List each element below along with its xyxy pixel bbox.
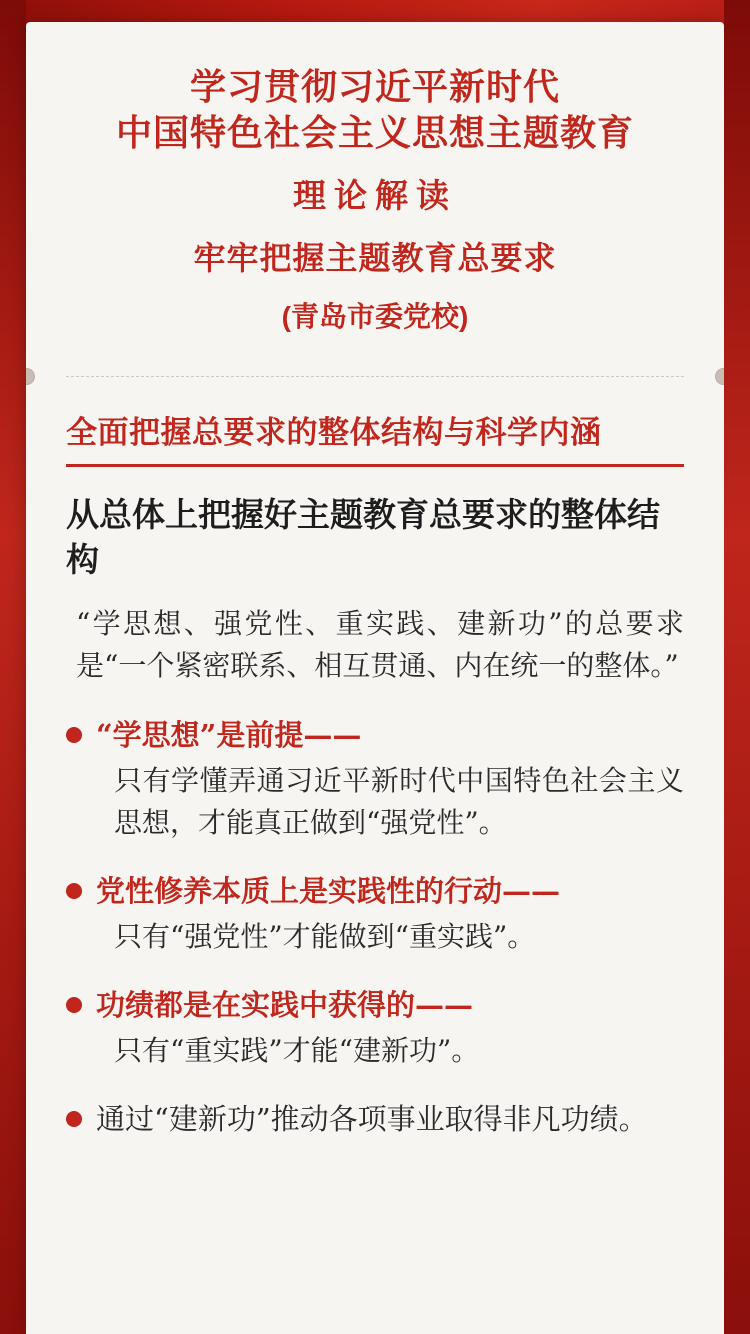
divider-dot-right-icon bbox=[715, 368, 724, 385]
bullet-dot-icon bbox=[66, 997, 82, 1013]
list-item bbox=[66, 714, 684, 844]
divider-dot-left-icon bbox=[26, 368, 35, 385]
sub-heading: 从总体上把握好主题教育总要求的整体结构 bbox=[66, 495, 660, 580]
list-item bbox=[66, 870, 684, 958]
list-item-body: 只有“强党性”才能做到“重实践”。 bbox=[114, 920, 536, 954]
bullet-list bbox=[66, 714, 684, 1140]
list-item-title: 功绩都是在实践中获得的—— bbox=[96, 988, 474, 1023]
poster-header bbox=[66, 64, 684, 335]
list-item bbox=[66, 1098, 684, 1140]
topic-title: 牢牢把握主题教育总要求 bbox=[193, 240, 557, 277]
list-item-body: 只有“重实践”才能“建新功”。 bbox=[114, 1034, 480, 1068]
list-item-title: “学思想”是前提—— bbox=[96, 718, 362, 752]
subtitle: 理论解读 bbox=[293, 177, 457, 215]
bullet-dot-icon bbox=[66, 1111, 82, 1127]
section-underline bbox=[66, 464, 684, 467]
lead-paragraph: “学思想、强党性、重实践、建新功”的总要求是“一个紧密联系、相互贯通、内在统一的整体。” bbox=[76, 606, 684, 683]
content-card bbox=[26, 22, 724, 1334]
section-header bbox=[66, 407, 684, 467]
section-title: 全面把握总要求的整体结构与科学内涵 bbox=[66, 415, 602, 451]
divider-line bbox=[66, 376, 684, 377]
bullet-dot-icon bbox=[66, 727, 82, 743]
title-line-1: 学习贯彻习近平新时代 bbox=[189, 66, 560, 107]
list-item bbox=[66, 984, 684, 1072]
divider bbox=[66, 365, 684, 389]
list-item-title: 通过“建新功”推动各项事业取得非凡功绩。 bbox=[96, 1102, 648, 1137]
organization: (青岛市委党校) bbox=[281, 301, 469, 333]
list-item-body: 只有学懂弄通习近平新时代中国特色社会主义思想，才能真正做到“强党性”。 bbox=[114, 764, 684, 840]
list-item-title: 党性修养本质上是实践性的行动—— bbox=[96, 874, 561, 909]
title-line-2: 中国特色社会主义思想主题教育 bbox=[115, 112, 634, 154]
bullet-dot-icon bbox=[66, 883, 82, 899]
